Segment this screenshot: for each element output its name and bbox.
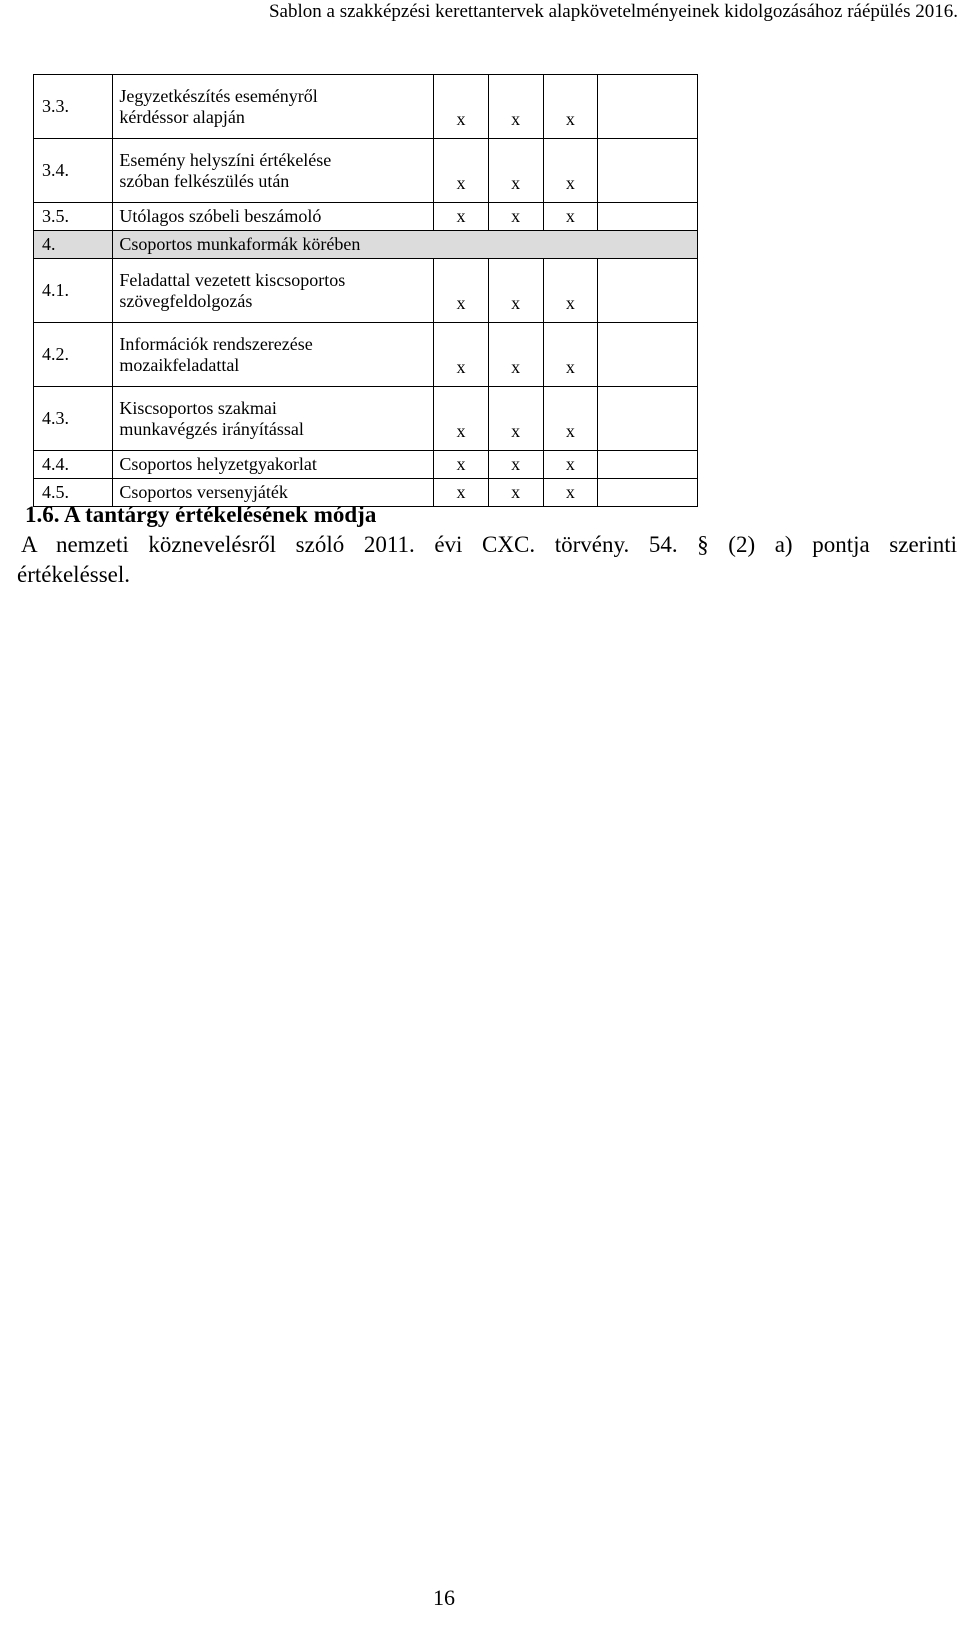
mark-cell: x	[434, 479, 489, 507]
row-description: Esemény helyszíni értékelése szóban felkészülés után	[113, 139, 434, 203]
table-row	[34, 75, 698, 139]
row-description: Csoportos helyzetgyakorlat	[113, 451, 434, 479]
mark-cell: x	[488, 451, 543, 479]
mark-cell: x	[543, 259, 598, 323]
empty-cell	[598, 75, 698, 139]
mark-cell: x	[488, 139, 543, 203]
table-row	[34, 387, 698, 451]
section-body	[17, 530, 957, 590]
mark-cell: x	[488, 259, 543, 323]
mark-cell: x	[543, 387, 598, 451]
body-line-1: A nemzeti köznevelésről szóló 2011. évi CXC. törvény. 54. § (2) a) pontja szerinti	[21, 532, 957, 557]
row-number: 3.5.	[34, 203, 113, 231]
mark-cell: x	[488, 75, 543, 139]
table-row	[34, 203, 698, 231]
table-row	[34, 139, 698, 203]
mark-cell: x	[543, 203, 598, 231]
row-number: 4.2.	[34, 323, 113, 387]
page-header: Sablon a szakképzési kerettantervek alapkövetelményeinek kidolgozásához ráépülés 2016.	[268, 1, 958, 22]
empty-cell	[598, 451, 698, 479]
row-number: 4.	[34, 231, 113, 259]
empty-cell	[598, 387, 698, 451]
table-row	[34, 451, 698, 479]
empty-cell	[598, 203, 698, 231]
mark-cell: x	[543, 75, 598, 139]
row-number: 4.1.	[34, 259, 113, 323]
mark-cell: x	[434, 451, 489, 479]
section-heading: 1.6. A tantárgy értékelésének módja	[25, 502, 377, 527]
row-description: Jegyzetkészítés eseményről kérdéssor alapján	[113, 75, 434, 139]
row-description: Utólagos szóbeli beszámoló	[113, 203, 434, 231]
empty-cell	[598, 323, 698, 387]
empty-cell	[598, 259, 698, 323]
mark-cell: x	[434, 139, 489, 203]
row-number: 4.4.	[34, 451, 113, 479]
mark-cell: x	[488, 479, 543, 507]
table-group-row	[34, 231, 698, 259]
row-description: Információk rendszerezése mozaikfeladattal	[113, 323, 434, 387]
mark-cell: x	[434, 75, 489, 139]
row-number: 4.3.	[34, 387, 113, 451]
methods-table	[33, 74, 698, 507]
mark-cell: x	[434, 387, 489, 451]
mark-cell: x	[434, 323, 489, 387]
row-description: Kiscsoportos szakmai munkavégzés irányítással	[113, 387, 434, 451]
page-number: 16	[433, 1585, 455, 1610]
body-line-2: értékeléssel.	[17, 562, 131, 587]
mark-cell: x	[488, 387, 543, 451]
mark-cell: x	[543, 479, 598, 507]
mark-cell: x	[434, 203, 489, 231]
row-number: 4.5.	[34, 479, 113, 507]
mark-cell: x	[434, 259, 489, 323]
row-number: 3.3.	[34, 75, 113, 139]
mark-cell: x	[543, 451, 598, 479]
row-description: Feladattal vezetett kiscsoportos szövegfeldolgozás	[113, 259, 434, 323]
table-row	[34, 323, 698, 387]
evaluation-section	[17, 500, 957, 590]
group-title: Csoportos munkaformák körében	[113, 231, 698, 259]
row-number: 3.4.	[34, 139, 113, 203]
mark-cell: x	[543, 139, 598, 203]
row-description: Csoportos versenyjáték	[113, 479, 434, 507]
empty-cell	[598, 139, 698, 203]
table-row	[34, 259, 698, 323]
mark-cell: x	[488, 323, 543, 387]
mark-cell: x	[543, 323, 598, 387]
mark-cell: x	[488, 203, 543, 231]
